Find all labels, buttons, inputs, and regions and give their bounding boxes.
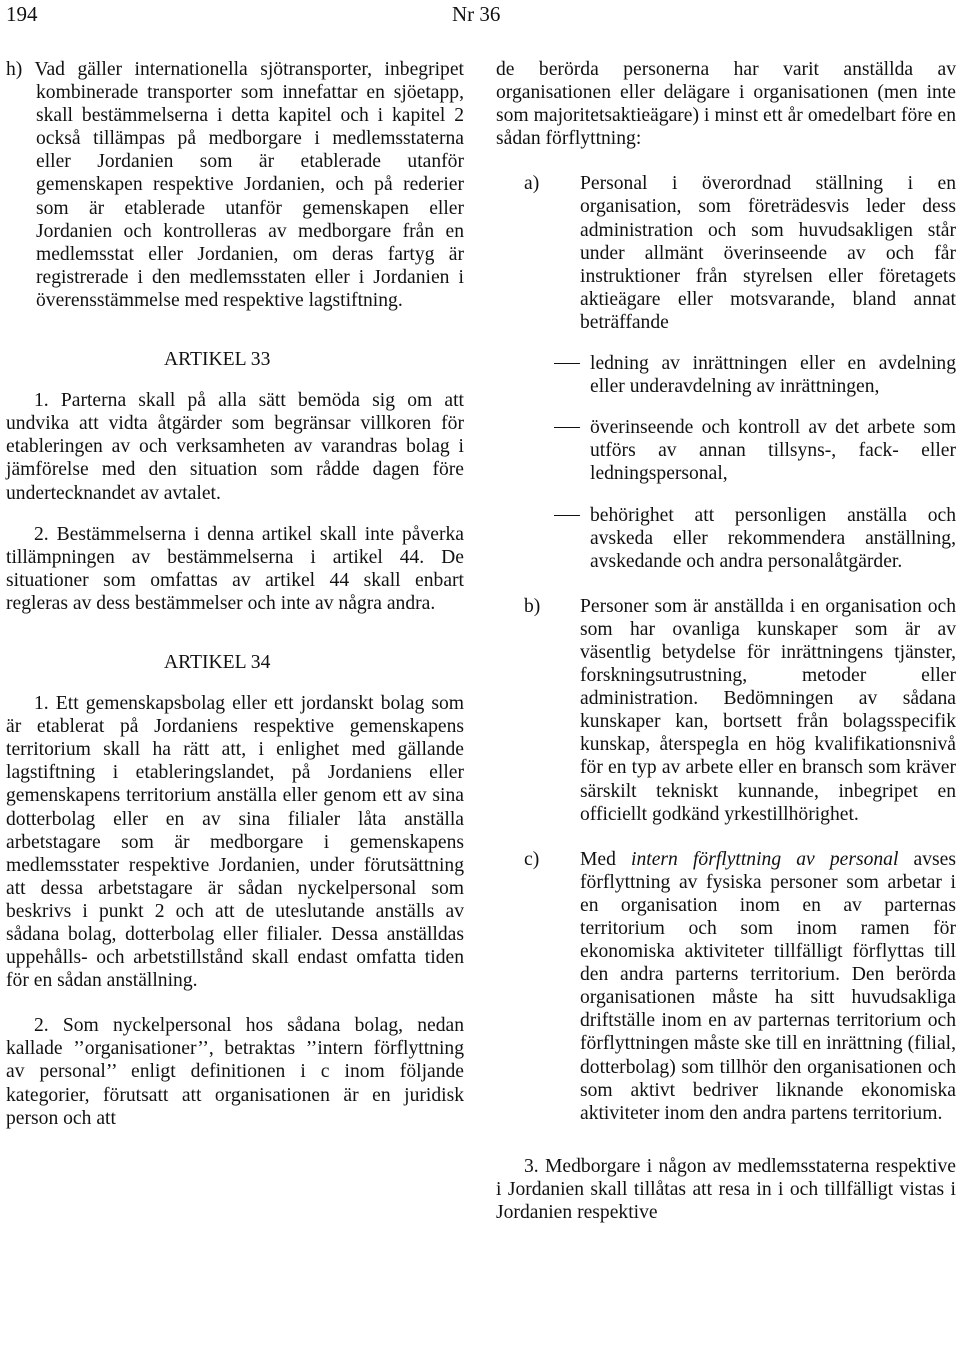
dash-item-2-text: överinseende och kontroll av det arbete som utförs av annan tillsyns-, fack- eller ledningspersonal, [590, 417, 956, 485]
item-c-term: intern förflyttning av personal [631, 848, 899, 870]
journal-number: Nr 36 [452, 2, 501, 26]
item-a-text: Personal i överordnad ställning i en organisation, som företrädesvis leder dess administration och som huvudsakligen står under allmänt överinseende av och får instruktioner från styrelsen eller företagets aktieägare eller motsvarande, bland annat beträffande [580, 173, 956, 333]
item-c-post: avses förflyttning av fysiska personer som arbetar i en organisation inom en av parternas territorium och som inom ramen för ekonomiska aktiviteter tillfälligt förflyttas till den andra parterns territorium. Den berörda organisationen måste ha sitt huvudsakliga driftställe inom en av parternas territorium och förflyttningen måste ske till en inrättning (filial, dotterbolag) som tillhör den organisationen och som aktivt bedriver liknande ekonomiska aktiviteter inom den andra partens territorium. [580, 848, 956, 1124]
dash-item-3-text: behörighet att personligen anställa och avskeda eller rekommendera anställning, avskedande och andra personalåtgärder. [590, 504, 956, 572]
paragraph-h: h) Vad gäller internationella sjötransporter, inbegripet kombinerade transporter som innefattar en sjöetapp, skall bestämmelserna i detta kapitel och i kapitel 2 också tillämpas på medborgare i medlemsstaterna eller Jordanien som är etablerade utanför gemenskapen respektive Jordanien, och på rederier som är etablerade utanför gemenskapen eller Jordanien och kontrolleras av medborgare från en medlemsstat eller Jordanien, om deras fartyg är registrerade i den medlemsstaten eller i Jordanien i överensstämmelse med respektive lagstiftning. [6, 59, 464, 311]
article-34-heading: ARTIKEL 34 [164, 651, 271, 673]
left-column [6, 58, 464, 1130]
dash-mark [552, 352, 590, 398]
continuation-intro: de berörda personerna har varit anställda av organisationen eller delägare i organisationen (men inte som majoritetsaktieägare) i minst ett år omedelbart före en sådan förflyttning: [496, 59, 956, 150]
list-item-a [496, 172, 956, 334]
dash-mark [552, 416, 590, 485]
item-c-label: c) [524, 848, 540, 870]
article-34-paragraph-1: 1. Ett gemenskapsbolag eller ett jordanskt bolag som är etablerat på Jordaniens respektive gemenskapens territorium skall ha rätt att, i enlighet med gällande lagstiftning i etableringslandet, på Jordaniens eller gemenskapens territorium anställa eller genom ett av sina dotterbolag eller en av sina filialer låta anställa arbetstagare som är medborgare i gemenskapens medlemsstater respektive Jordanien, under förutsättning att dessa arbetstagare är sådan nyckelpersonal som beskrivs i punkt 2 och att de uteslutande anställs av sådana bolag, dotterbolag eller filialer. Dessa anställdas uppehålls- och arbetstillstånd skall endast omfatta tiden för en sådan anställning. [6, 693, 464, 992]
dash-item-1-text: ledning av inrättningen eller en avdelning eller underavdelning av inrättningen, [590, 353, 956, 398]
item-c-text [580, 848, 956, 1125]
list-item-c [496, 848, 956, 1125]
article-34-paragraph-2: 2. Som nyckelpersonal hos sådana bolag, nedan kallade ’’organisationer’’, betraktas ’’intern förflyttning av personal’’ enligt definitionen i c inom följande kategorier, förutsatt att organisationen är en juridisk person och att [6, 1015, 464, 1129]
item-b-text: Personer som är anställda i en organisation och som har ovanliga kunskaper som är av väsentlig betydelse för inrättningens tjänster, forskningsutrustning, metoder eller administration. Bedömningen av sådana kunskaper kan, bortsett från bolagsspecifik kunskap, återspegla en hög kvalifikationsnivå för en typ av arbete eller en bransch som kräver särskilt tekniskt kunnande, inbegripet en officiellt godkänd yrkestillhörighet. [580, 595, 956, 825]
dash-item-3 [552, 504, 956, 573]
right-column [496, 58, 956, 1224]
page-number: 194 [6, 2, 38, 26]
dash-item-2 [552, 416, 956, 485]
list-item-b [496, 595, 956, 826]
dash-item-1 [552, 352, 956, 398]
dash-mark [552, 504, 590, 573]
article-33-heading: ARTIKEL 33 [164, 349, 271, 371]
item-b-label: b) [524, 595, 541, 617]
item-c-pre: Med [580, 848, 632, 870]
item-a-label: a) [524, 173, 540, 195]
paragraph-3: 3. Medborgare i någon av medlemsstaterna respektive i Jordanien skall tillåtas att resa in i och tillfälligt vistas i Jordanien respektive [496, 1155, 956, 1224]
article-33-paragraph-1: 1. Parterna skall på alla sätt bemöda sig om att undvika att vidta åtgärder som begränsar villkoren för etableringen av och verksamheten av varandras bolag i jämförelse med den situation som rådde dagen före undertecknandet av avtalet. [6, 390, 464, 504]
article-33-paragraph-2: 2. Bestämmelserna i denna artikel skall inte påverka tillämpningen av bestämmelserna i artikel 44. De situationer som omfattas av artikel 44 skall enbart regleras av dess bestämmelser och inte av några andra. [6, 523, 464, 614]
